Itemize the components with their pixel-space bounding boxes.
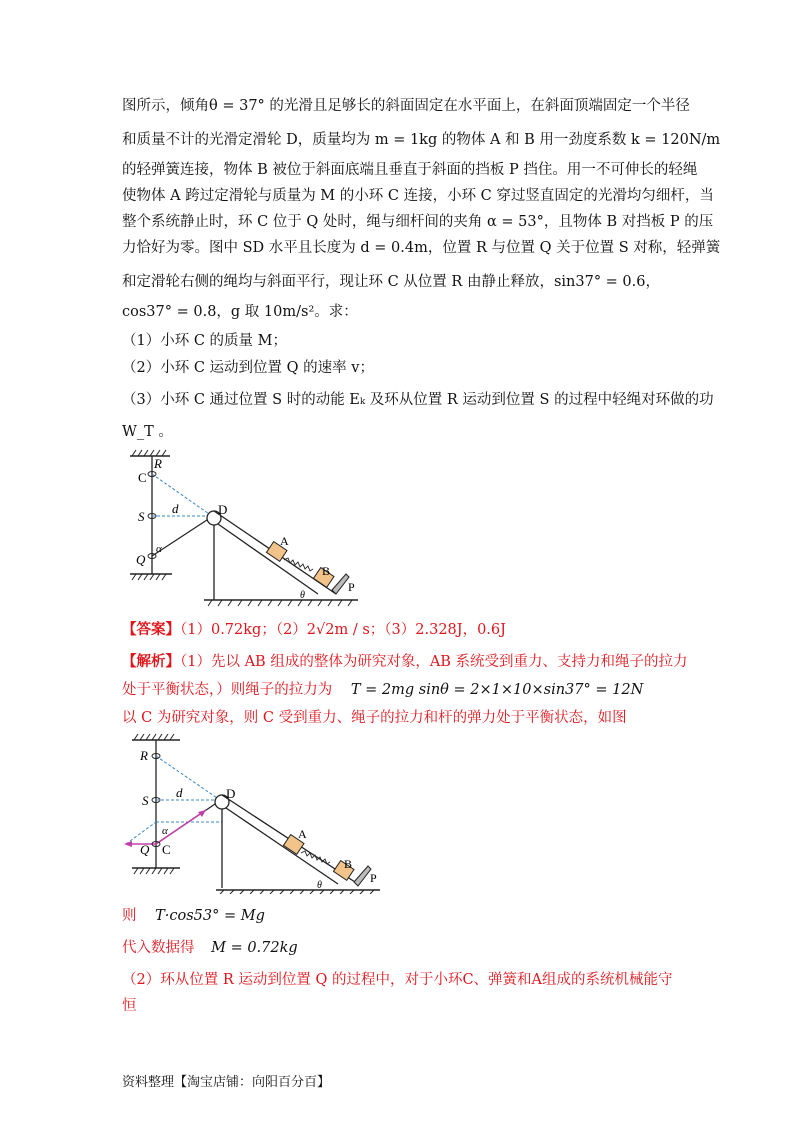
problem-line-8: cos37° = 0.8，g 取 10m/s²。求： xyxy=(122,304,358,320)
problem-line-3: 的轻弹簧连接，物体 B 被位于斜面底端且垂直于斜面的挡板 P 挡住。用一不可伸长的轻绳 xyxy=(122,162,698,178)
fig1-label-P: P xyxy=(348,580,355,594)
fig1-label-alpha: α xyxy=(156,543,162,555)
problem-line-5: 整个系统静止时，环 C 位于 Q 处时，绳与细杆间的夹角 α = 53°，且物体 B 对挡板 P 的压 xyxy=(122,214,714,230)
fig2-label-S: S xyxy=(142,793,149,808)
then-formula: T·cos53° = Mg xyxy=(155,908,265,924)
fig1-label-Q: Q xyxy=(136,552,146,567)
answer-text: （1）0.72kg；（2）2√2m / s；（3）2.328J，0.6J xyxy=(180,622,506,638)
fig2-label-D: D xyxy=(226,786,236,801)
figure-2-diagram xyxy=(112,732,384,894)
part2-line-2: 恒 xyxy=(122,998,137,1014)
fig1-label-B: B xyxy=(322,564,331,578)
part2-line-1: （2）环从位置 R 运动到位置 Q 的过程中，对于小环C、弹簧和A组成的系统机械能守 xyxy=(122,972,673,988)
fig2-label-A: A xyxy=(298,827,307,841)
then-label: 则 xyxy=(122,908,137,924)
fig2-label-Q: Q xyxy=(140,842,150,857)
substitute-label: 代入数据得 xyxy=(122,940,195,956)
fig1-label-D: D xyxy=(218,502,228,517)
fig2-label-d: d xyxy=(176,785,183,800)
fig1-label-theta: θ xyxy=(300,590,305,601)
fig2-label-C: C xyxy=(162,842,171,857)
mass-result-formula: M = 0.72kg xyxy=(211,940,298,956)
solution-sub-line xyxy=(122,938,682,958)
problem-line-6: 力恰好为零。图中 SD 水平且长度为 d = 0.4m，位置 R 与位置 Q 关于位置 S 对称，轻弹簧 xyxy=(122,240,721,256)
question-3-continued: W_T 。 xyxy=(122,424,173,440)
fig2-label-alpha: α xyxy=(162,825,168,837)
question-1: （1）小环 C 的质量 M； xyxy=(122,333,287,349)
fig1-label-S: S xyxy=(138,509,145,524)
fig2-label-theta: θ xyxy=(317,880,322,891)
fig2-label-R: R xyxy=(140,748,148,763)
question-3: （3）小环 C 通过位置 S 时的动能 Eₖ 及环从位置 R 运动到位置 S 的过程中轻绳对环做的功 xyxy=(122,392,714,408)
analysis-line-2 xyxy=(122,680,682,700)
problem-line-2: 和质量不计的光滑定滑轮 D，质量均为 m = 1kg 的物体 A 和 B 用一劲度系数 k = 120N/m xyxy=(122,132,721,148)
analysis-line-3: 以 C 为研究对象，则 C 受到重力、绳子的拉力和杆的弹力处于平衡状态，如图 xyxy=(122,710,627,726)
answer-tag: 【答案】 xyxy=(122,621,180,638)
question-2: （2）小环 C 运动到位置 Q 的速率 v； xyxy=(122,360,374,376)
problem-line-1: 图所示，倾角θ = 37° 的光滑且足够长的斜面固定在水平面上，在斜面顶端固定一个半径 xyxy=(122,98,690,114)
analysis-text-1: （1）先以 AB 组成的整体为研究对象，AB 系统受到重力、支持力和绳子的拉力 xyxy=(180,654,688,670)
analysis-tag: 【解析】 xyxy=(122,653,180,670)
fig1-label-d: d xyxy=(172,501,179,516)
footer-source: 资料整理【淘宝店铺：向阳百分百】 xyxy=(122,1075,331,1090)
fig1-label-R: R xyxy=(154,456,162,471)
fig2-label-B: B xyxy=(344,857,353,871)
figure-1-diagram xyxy=(122,448,362,610)
fig1-label-C: C xyxy=(138,470,147,485)
analysis-text-2: 处于平衡状态，）则绳子的拉力为 xyxy=(122,682,333,698)
fig2-label-P: P xyxy=(370,871,377,885)
analysis-line-1 xyxy=(122,652,688,672)
problem-line-4: 使物体 A 跨过定滑轮与质量为 M 的小环 C 连接，小环 C 穿过竖直固定的光滑均匀细杆，当 xyxy=(122,188,714,204)
solution-then-line xyxy=(122,906,682,926)
problem-line-7: 和定滑轮右侧的绳均与斜面平行，现让环 C 从位置 R 由静止释放，sin37° = 0.6， xyxy=(122,274,660,290)
answer-line xyxy=(122,620,682,640)
fig1-label-A: A xyxy=(280,534,289,548)
tension-formula: T = 2mg sinθ = 2×1×10×sin37° = 12N xyxy=(350,682,644,698)
